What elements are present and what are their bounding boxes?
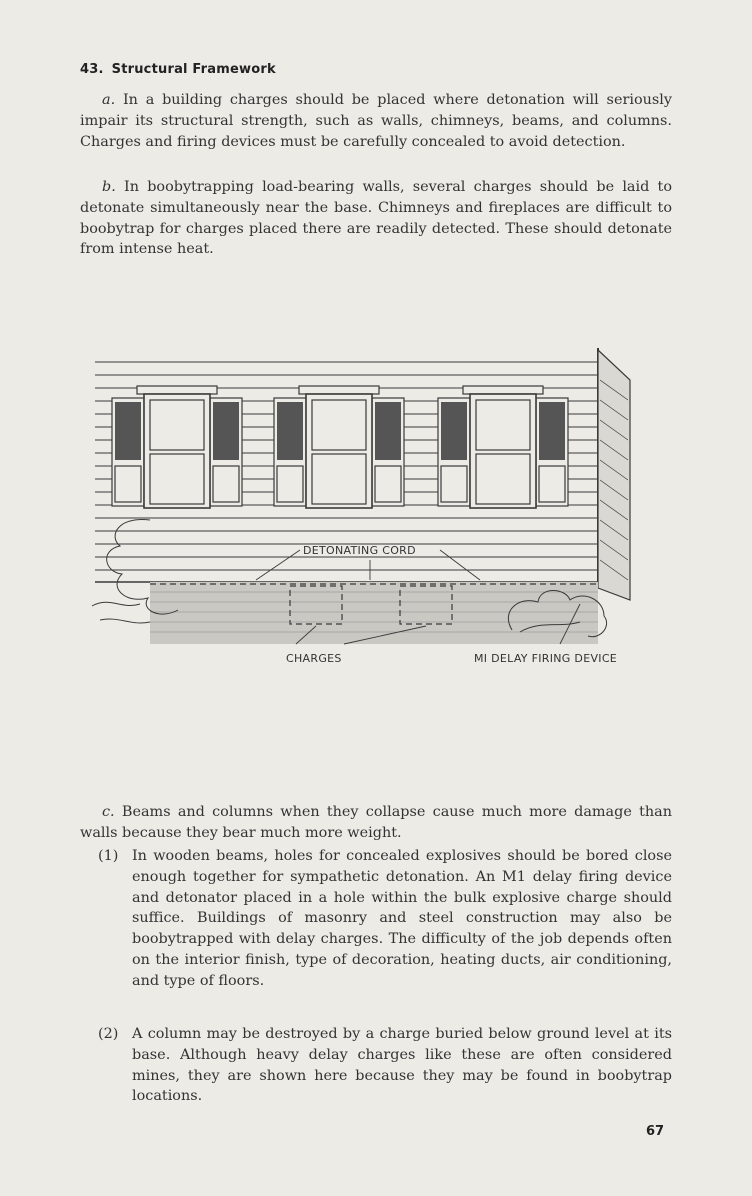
section-title: Structural Framework <box>111 62 276 77</box>
charges-label: CHARGES <box>286 652 342 665</box>
subitem-1-text: In wooden beams, holes for concealed explosives should be bored close enough together for sympathetic detonation. An M1 delay firing device and detonator placed in a hole within the bulk explosive charge should suffice. Buildings of masonry and steel construction may also be boobytrapped with delay charges. The difficulty of the job depends often on the interior finish, type of decoration, heating ducts, air conditioning, and type of floors. <box>132 848 672 989</box>
detonating-cord-label: DETONATING CORD <box>303 544 416 557</box>
foundation-band <box>150 582 598 644</box>
paragraph-c-text: Beams and columns when they collapse cause much more damage than walls because they bear much more weight. <box>80 804 672 841</box>
wall-boobytrap-illustration <box>0 270 752 670</box>
subitem-2 <box>98 1024 672 1107</box>
page-number: 67 <box>646 1124 665 1139</box>
firing-device-label: MI DELAY FIRING DEVICE <box>474 652 618 665</box>
window-left <box>112 386 242 508</box>
paragraph-c-label: c. <box>102 804 115 820</box>
subitem-2-marker: (2) <box>98 1026 119 1042</box>
subitem-2-text: A column may be destroyed by a charge buried below ground level at its base. Although heavy delay charges like these are often considered mines, they are shown here because they may be found in boobytrap locations. <box>132 1026 672 1105</box>
section-heading <box>80 62 276 77</box>
paragraph-a <box>80 90 672 152</box>
subitem-1 <box>98 846 672 992</box>
window-middle <box>274 386 404 508</box>
paragraph-a-text: In a building charges should be placed where detonation will seriously impair its structural strength, such as walls, chimneys, beams, and columns. Charges and firing devices must be carefully concealed to avoid detection. <box>80 92 672 150</box>
paragraph-c <box>80 802 672 844</box>
window-right <box>438 386 568 508</box>
paragraph-a-label: a. <box>102 92 116 108</box>
paragraph-b-text: In boobytrapping load-bearing walls, several charges should be laid to detonate simultaneously near the base. Chimneys and fireplaces are difficult to boobytrap for charges placed there are readily detected. These should detonate from intense heat. <box>80 179 672 258</box>
section-number: 43. <box>80 62 104 77</box>
paragraph-b-label: b. <box>102 179 116 195</box>
building-corner <box>598 348 630 600</box>
subitem-1-marker: (1) <box>98 848 119 864</box>
paragraph-b <box>80 177 672 260</box>
